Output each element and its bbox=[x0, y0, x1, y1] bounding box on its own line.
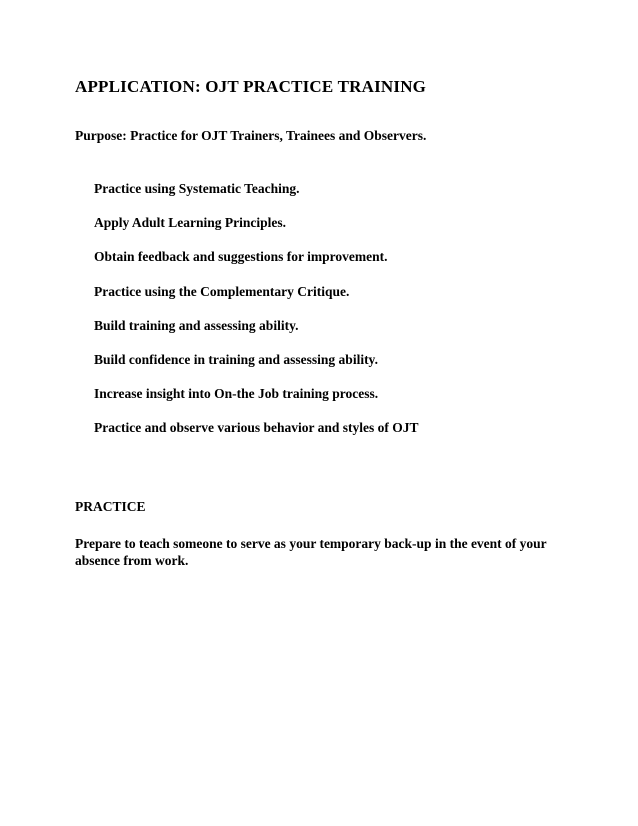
objective-item: Increase insight into On-the Job training process. bbox=[94, 386, 379, 402]
practice-paragraph: Prepare to teach someone to serve as your temporary back-up in the event of your absence from work. bbox=[75, 536, 547, 568]
objective-item: Apply Adult Learning Principles. bbox=[94, 215, 287, 231]
objective-item: Practice using the Complementary Critique. bbox=[94, 283, 350, 299]
purpose-statement: Purpose: Practice for OJT Trainers, Trainees and Observers. bbox=[75, 128, 427, 143]
page-title: APPLICATION: OJT PRACTICE TRAINING bbox=[75, 77, 427, 96]
objective-item: Build training and assessing ability. bbox=[94, 317, 299, 333]
objectives-list bbox=[94, 181, 419, 455]
objective-item: Practice and observe various behavior and styles of OJT bbox=[94, 420, 419, 436]
objective-item: Obtain feedback and suggestions for improvement. bbox=[94, 249, 388, 265]
practice-heading: PRACTICE bbox=[75, 499, 146, 514]
objective-item: Practice using Systematic Teaching. bbox=[94, 181, 300, 196]
objective-item: Build confidence in training and assessing ability. bbox=[94, 351, 378, 367]
